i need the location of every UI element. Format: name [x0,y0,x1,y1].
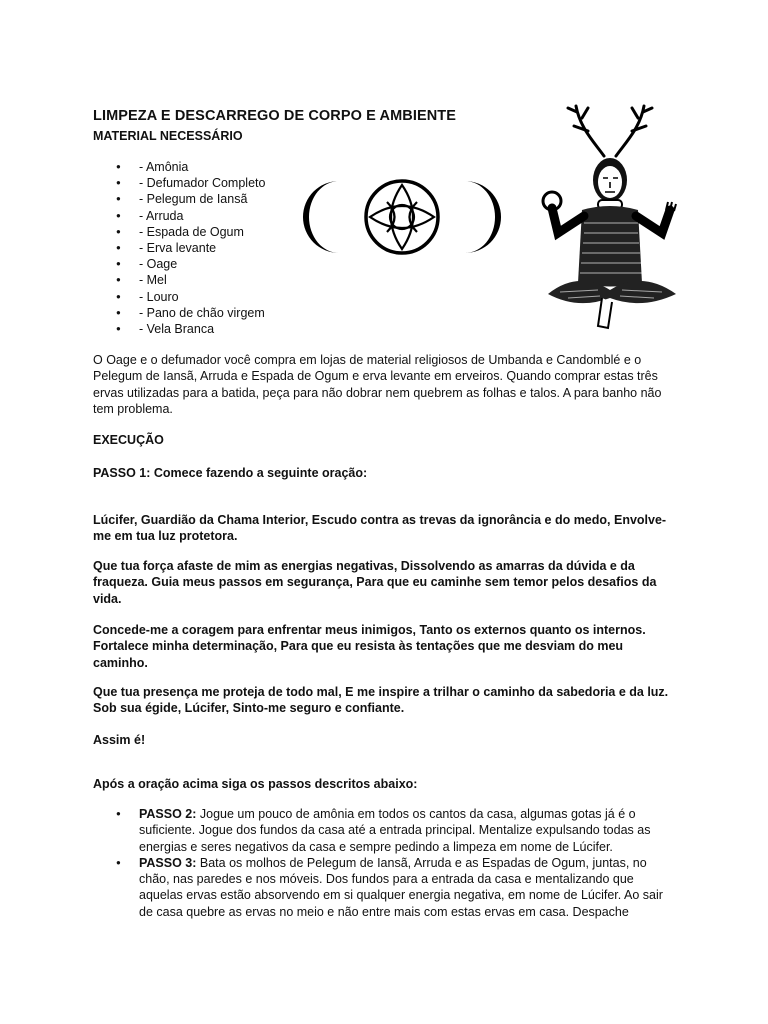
intro-paragraph: O Oage e o defumador você compra em lojas de material religiosos de Umbanda e Candomblé e o Pelegum de Iansã, Arruda e Espada de Ogum e erva levante em erveiros. Quando comprar estas três ervas utilizadas para a batida, peça para não dobrar nem quebrem as folhas e talos. A para banho não tem problema. [93,353,662,416]
list-item: ● - Pelegum de Iansã [93,191,265,207]
step-label: PASSO 3: [139,855,197,870]
step-1-heading: PASSO 1: Comece fazendo a seguinte oração: [93,466,368,480]
prayer-paragraph: Concede-me a coragem para enfrentar meus inimigos, Tanto os externos quanto os internos. Fortalece minha determinação, Para que eu resista às tentações que me desviam do meu caminho. [93,623,646,670]
page-title: LIMPEZA E DESCARREGO DE CORPO E AMBIENTE [93,108,457,124]
list-item: ● - Louro [93,289,265,305]
materials-list [93,159,265,337]
list-item: ● - Arruda [93,208,265,224]
step-label: PASSO 2: [139,807,197,821]
triple-moon-icon [301,178,503,256]
prayer-paragraph: Que tua presença me proteja de todo mal, E me inspire a trilhar o caminho da sabedoria e da luz. Sob sua égide, Lúcifer, Sinto-me seguro e confiante. [93,685,669,716]
list-item: ● - Mel [93,272,265,288]
list-item: ● - Erva levante [93,240,265,256]
horned-deity-icon [538,98,686,333]
prayer-closing: Assim é! [93,733,146,747]
list-item: ● - Vela Branca [93,321,265,337]
steps-list [93,806,678,920]
list-item: ● - Pano de chão virgem [93,305,265,321]
step-text: Jogue um pouco de amônia em todos os cantos da casa, algumas gotas já é o suficiente. Jogue dos fundos da casa até a entrada principal. Mentalize expulsando todas as energias e seres negativos da casa e sempre pedindo a limpeza em nome de Lúcifer. [139,807,651,854]
step-text: Bata os molhos de Pelegum de Iansã, Arruda e as Espadas de Ogum, juntas, no chão, nas paredes e nos móveis. Dos fundos para a entrada da casa e mentalizando que aquelas ervas estão absorvendo em si qualquer energia negativa, em nome de Lúcifer. Ao sair de casa quebre as ervas no meio e não entre mais com estas ervas em casa. Despache [139,855,663,919]
prayer-paragraph: Que tua força afaste de mim as energias negativas, Dissolvendo as amarras da dúvida e da fraqueza. Guia meus passos em segurança, Para que eu caminhe sem temor pelos desafios da vida. [93,559,657,606]
after-prayer-heading: Após a oração acima siga os passos descritos abaixo: [93,777,418,791]
list-item: ● - Espada de Ogum [93,224,265,240]
section-heading-material: MATERIAL NECESSÁRIO [93,129,243,143]
list-item: ● - Defumador Completo [93,175,265,191]
list-item: ● - Amônia [93,159,265,175]
list-item: ● - Oage [93,256,265,272]
prayer-paragraph: Lúcifer, Guardião da Chama Interior, Escudo contra as trevas da ignorância e do medo, Envolve-me em tua luz protetora. [93,513,667,544]
execution-heading: EXECUÇÃO [93,433,164,447]
list-item [93,806,678,855]
list-item [93,855,678,920]
